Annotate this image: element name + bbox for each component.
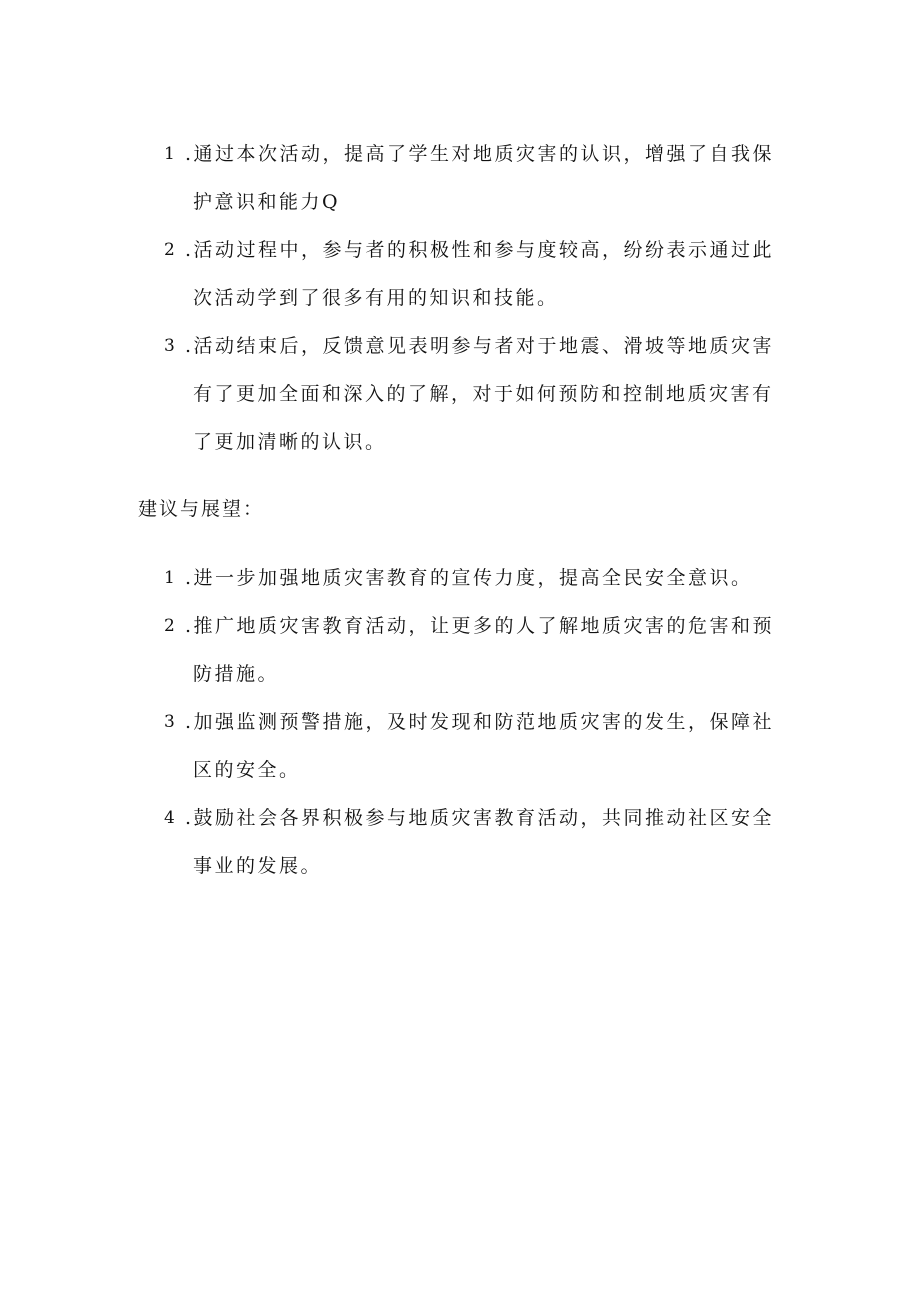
list-item-number: 1	[164, 568, 175, 588]
list-item-text: .鼓励社会各界积极参与地质灾害教育活动，共同推动社区安全事业的发展。	[185, 807, 775, 877]
list-item-text: .通过本次活动，提高了学生对地质灾害的认识，增强了自我保护意识和能力Q	[185, 143, 775, 213]
list-item	[0, 226, 920, 322]
list-item	[0, 130, 920, 226]
list-item-number: 2	[164, 616, 175, 636]
results-list	[0, 130, 920, 466]
list-item-text: .推广地质灾害教育活动，让更多的人了解地质灾害的危害和预防措施。	[185, 615, 775, 685]
list-item	[0, 794, 920, 890]
list-item	[0, 554, 920, 602]
section-heading: 建议与展望：	[138, 498, 265, 520]
list-item	[0, 602, 920, 698]
list-item-number: 3	[164, 336, 175, 356]
list-item-number: 1	[164, 144, 175, 164]
list-item-text: .活动结束后，反馈意见表明参与者对于地震、滑坡等地质灾害有了更加全面和深入的了解，对于如何预防和控制地质灾害有了更加清晰的认识。	[185, 335, 775, 453]
list-item	[0, 698, 920, 794]
list-item-text: .进一步加强地质灾害教育的宣传力度，提高全民安全意识。	[185, 567, 753, 589]
list-item-number: 4	[164, 808, 175, 828]
list-item-number: 2	[164, 240, 175, 260]
list-item-text: .活动过程中，参与者的积极性和参与度较高，纷纷表示通过此次活动学到了很多有用的知识和技能。	[185, 239, 775, 309]
list-item	[0, 322, 920, 466]
list-item-number: 3	[164, 712, 175, 732]
list-item-text: .加强监测预警措施，及时发现和防范地质灾害的发生，保障社区的安全。	[185, 711, 775, 781]
suggestions-list	[0, 554, 920, 890]
